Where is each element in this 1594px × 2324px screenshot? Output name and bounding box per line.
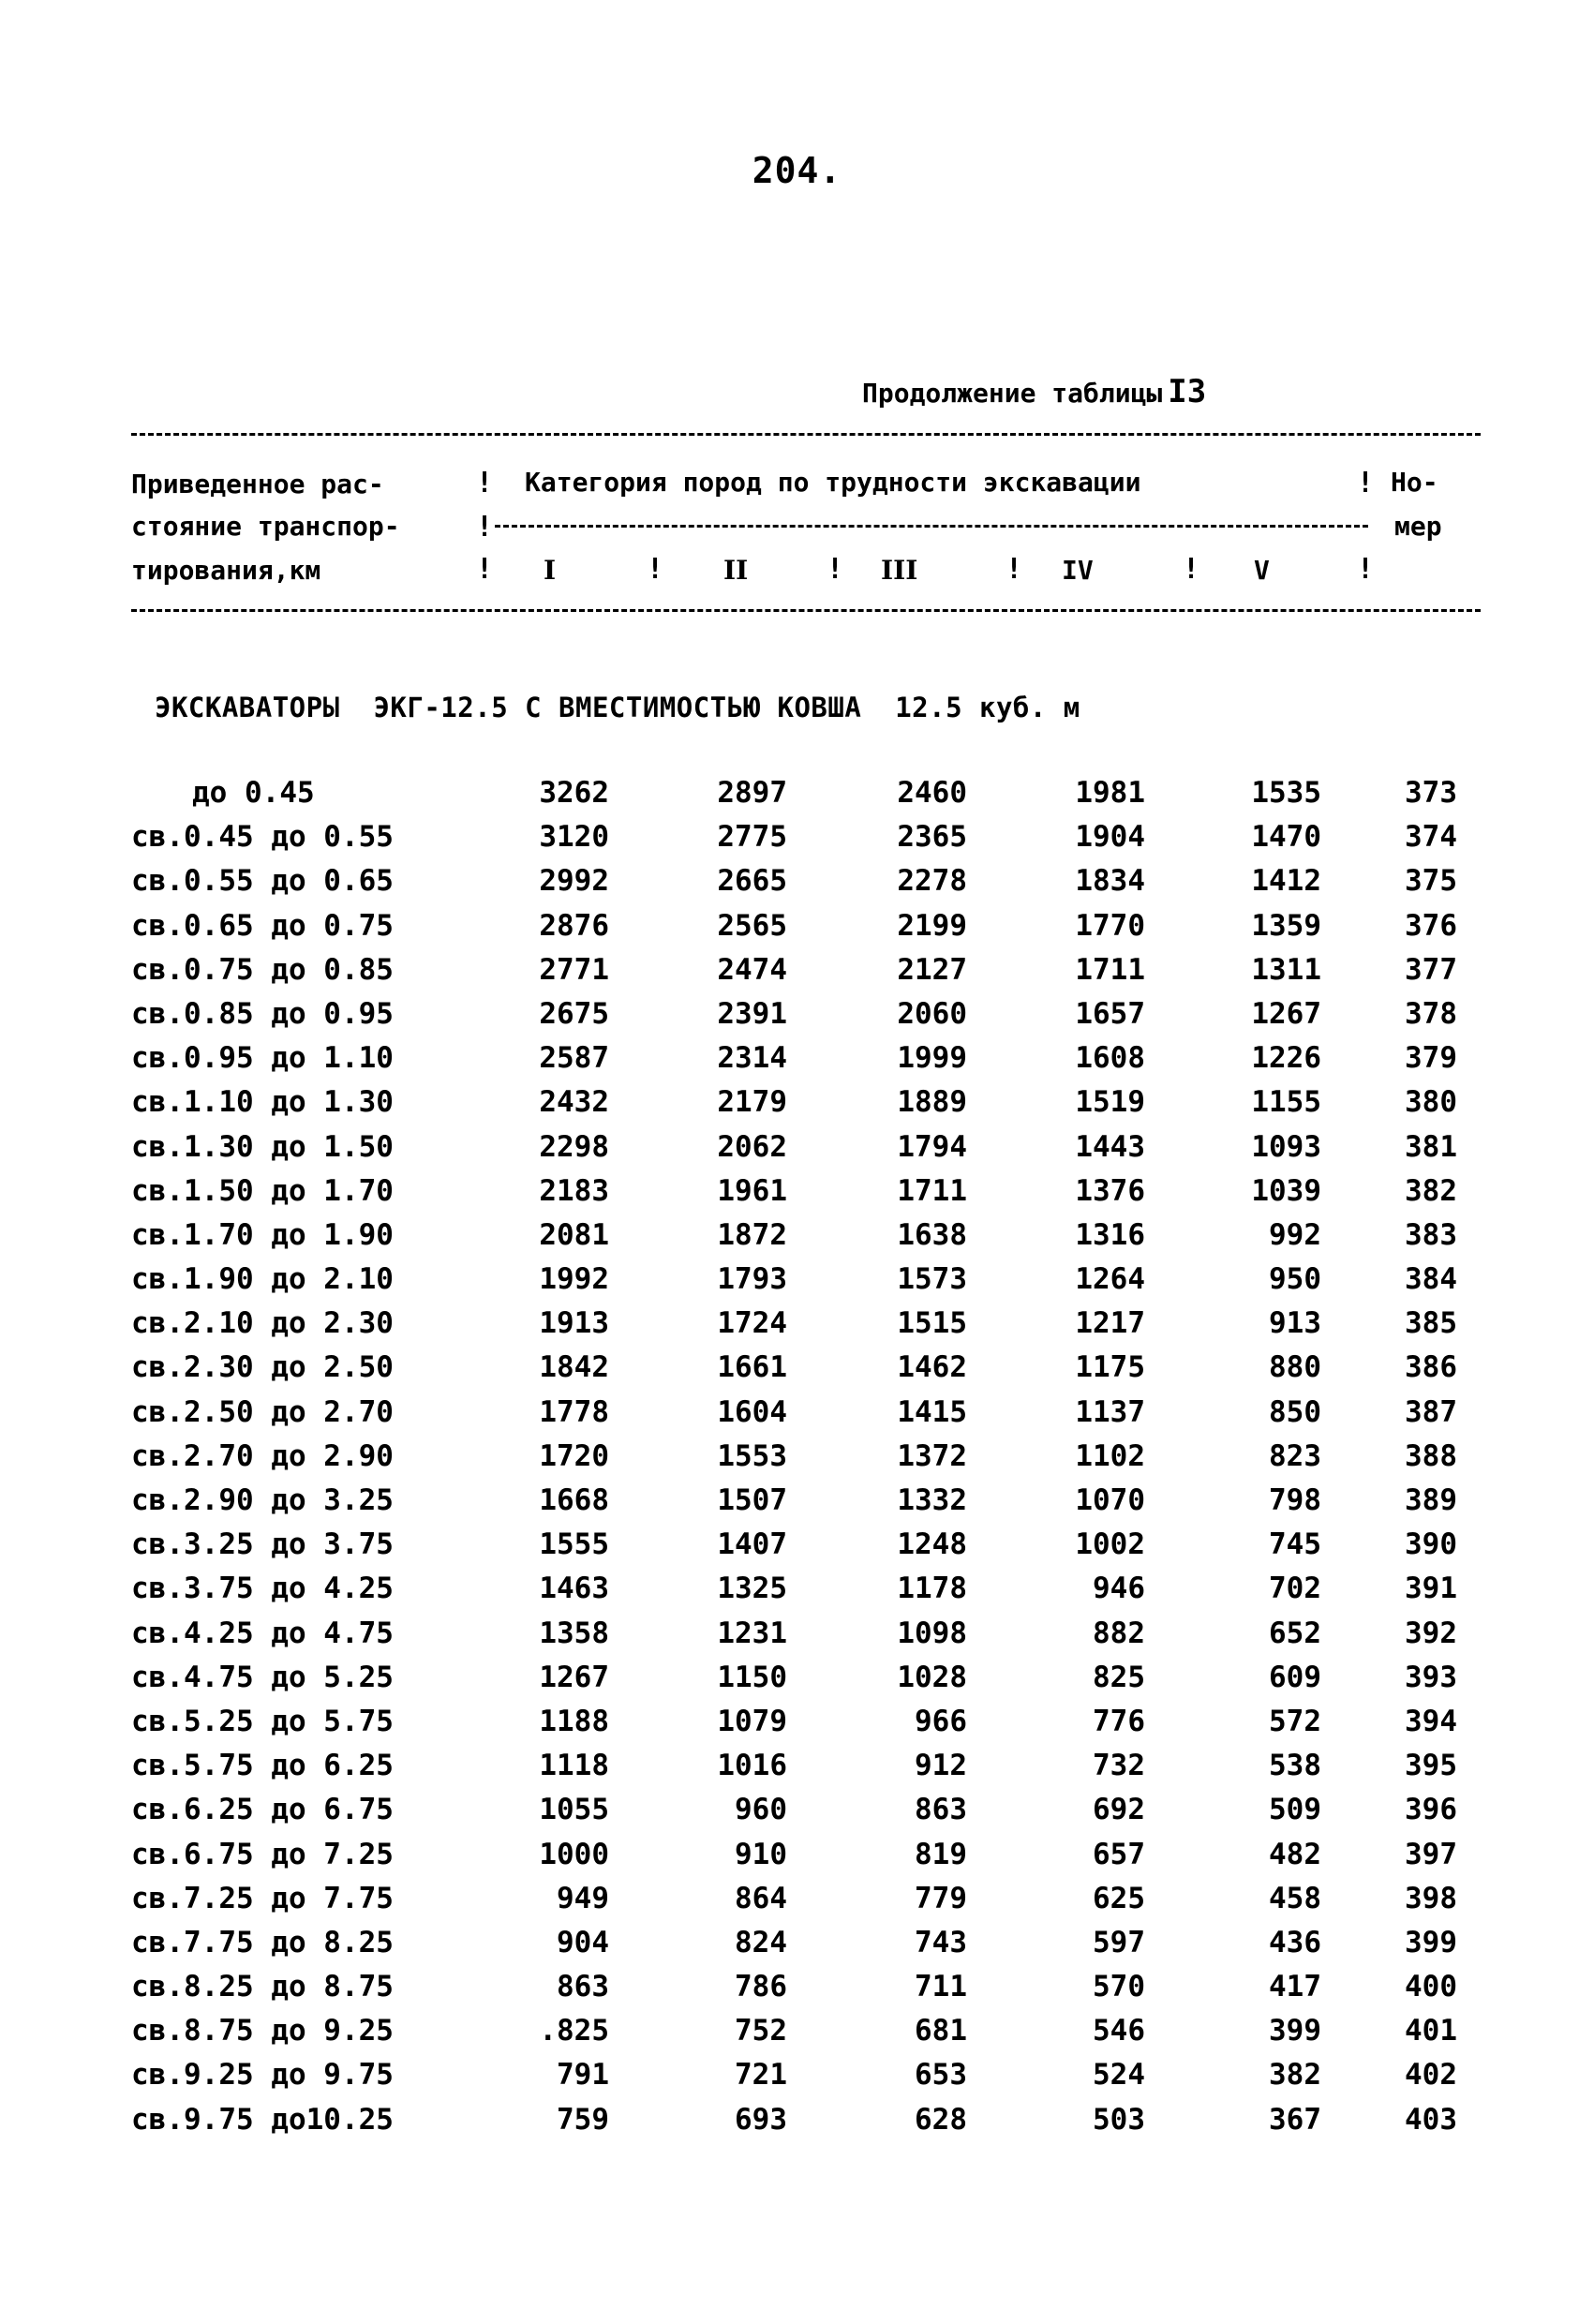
category-1-cell: 1055: [539, 1793, 609, 1827]
header-col1-line1: Приведенное рас-: [131, 469, 384, 499]
category-3-cell: 2460: [897, 776, 967, 810]
category-5-cell: 1311: [1251, 952, 1321, 987]
category-5-cell: 745: [1269, 1527, 1321, 1562]
category-2-cell: 1961: [717, 1173, 787, 1208]
category-2-cell: 1231: [717, 1616, 787, 1650]
category-1-cell: 1463: [539, 1572, 609, 1606]
table-row: [0, 1262, 1594, 1306]
category-5-cell: 1470: [1251, 820, 1321, 855]
category-4-cell: 1981: [1075, 776, 1145, 810]
table-row: [0, 1085, 1594, 1129]
category-2-cell: 2775: [717, 820, 787, 855]
row-number-cell: 389: [1405, 1483, 1457, 1517]
category-3-cell: 1028: [897, 1660, 967, 1694]
category-3-cell: 1573: [897, 1262, 967, 1297]
category-5-cell: 609: [1269, 1660, 1321, 1694]
category-5-cell: 823: [1269, 1438, 1321, 1473]
category-4-cell: 1217: [1075, 1306, 1145, 1341]
row-number-cell: 380: [1405, 1085, 1457, 1120]
table-row: [0, 1661, 1594, 1705]
category-2-cell: 1079: [717, 1704, 787, 1738]
category-4-cell: 546: [1093, 2014, 1145, 2048]
category-4-cell: 1657: [1075, 996, 1145, 1031]
category-4-cell: 1519: [1075, 1085, 1145, 1120]
distance-cell: св.4.75 до 5.25: [131, 1660, 394, 1694]
category-1-cell: 2675: [539, 996, 609, 1031]
distance-cell: св.5.25 до 5.75: [131, 1704, 394, 1738]
category-5-cell: 458: [1269, 1881, 1321, 1915]
category-4-cell: 524: [1093, 2058, 1145, 2093]
category-1-cell: 1668: [539, 1483, 609, 1517]
category-4-cell: 1443: [1075, 1129, 1145, 1164]
category-2-cell: 693: [735, 2102, 787, 2137]
category-2-cell: 721: [735, 2058, 787, 2093]
row-number-cell: 387: [1405, 1394, 1457, 1429]
category-4-cell: 1002: [1075, 1527, 1145, 1562]
category-5-cell: 652: [1269, 1616, 1321, 1650]
row-number-cell: 390: [1405, 1527, 1457, 1562]
row-number-cell: 373: [1405, 776, 1457, 810]
category-2-cell: 2391: [717, 996, 787, 1031]
category-3-cell: 1248: [897, 1527, 967, 1562]
category-5-cell: 1093: [1251, 1129, 1321, 1164]
table-row: [0, 1616, 1594, 1661]
category-1-cell: 1188: [539, 1704, 609, 1738]
distance-cell: до 0.45: [192, 776, 315, 810]
category-3-cell: 711: [915, 1970, 967, 2004]
distance-cell: св.2.90 до 3.25: [131, 1483, 394, 1517]
category-4-cell: 1137: [1075, 1394, 1145, 1429]
category-2-cell: 960: [735, 1793, 787, 1827]
category-2-cell: 2179: [717, 1085, 787, 1120]
category-1-cell: 2587: [539, 1041, 609, 1076]
category-5-cell: 1155: [1251, 1085, 1321, 1120]
table-row: [0, 1350, 1594, 1394]
category-1-cell: 759: [557, 2102, 609, 2137]
distance-cell: св.2.70 до 2.90: [131, 1438, 394, 1473]
header-separator: !: [1006, 553, 1023, 586]
category-1-cell: 2992: [539, 864, 609, 899]
category-1-cell: 2183: [539, 1173, 609, 1208]
distance-cell: св.9.75 до10.25: [131, 2102, 394, 2137]
distance-cell: св.0.75 до 0.85: [131, 952, 394, 987]
category-4-cell: 946: [1093, 1572, 1145, 1606]
category-4-cell: 1070: [1075, 1483, 1145, 1517]
category-5-cell: 702: [1269, 1572, 1321, 1606]
row-number-cell: 386: [1405, 1350, 1457, 1385]
category-3-cell: 1515: [897, 1306, 967, 1341]
category-2-cell: 2665: [717, 864, 787, 899]
distance-cell: св.0.55 до 0.65: [131, 864, 394, 899]
distance-cell: св.3.25 до 3.75: [131, 1527, 394, 1562]
category-2-cell: 786: [735, 1970, 787, 2004]
category-1-cell: 949: [557, 1881, 609, 1915]
category-4-cell: 732: [1093, 1749, 1145, 1783]
header-category-1: I: [544, 555, 557, 586]
category-2-cell: 1604: [717, 1394, 787, 1429]
category-4-cell: 1376: [1075, 1173, 1145, 1208]
table-row: [0, 776, 1594, 820]
distance-cell: св.6.75 до 7.25: [131, 1837, 394, 1871]
header-category-rule: [495, 525, 1368, 528]
table-row: [0, 2058, 1594, 2102]
header-col1-line3: тирования,км: [131, 555, 321, 586]
category-2-cell: 752: [735, 2014, 787, 2048]
category-1-cell: 2432: [539, 1085, 609, 1120]
table-row: [0, 864, 1594, 908]
table-row: [0, 2014, 1594, 2058]
page-number: 204.: [752, 150, 842, 191]
category-1-cell: 2876: [539, 908, 609, 943]
category-3-cell: 912: [915, 1749, 967, 1783]
category-3-cell: 1999: [897, 1041, 967, 1076]
table-row: [0, 1926, 1594, 1970]
table-row: [0, 1572, 1594, 1616]
category-2-cell: 1724: [717, 1306, 787, 1341]
category-4-cell: 1770: [1075, 908, 1145, 943]
row-number-cell: 378: [1405, 996, 1457, 1031]
category-3-cell: 628: [915, 2102, 967, 2137]
category-2-cell: 1872: [717, 1217, 787, 1252]
category-3-cell: 2278: [897, 864, 967, 899]
header-separator: !: [827, 553, 844, 586]
category-3-cell: 1794: [897, 1129, 967, 1164]
distance-cell: св.1.70 до 1.90: [131, 1217, 394, 1252]
distance-cell: св.1.10 до 1.30: [131, 1085, 394, 1120]
distance-cell: св.8.25 до 8.75: [131, 1970, 394, 2004]
row-number-cell: 384: [1405, 1262, 1457, 1297]
category-3-cell: 966: [915, 1704, 967, 1738]
category-4-cell: 1175: [1075, 1350, 1145, 1385]
category-5-cell: 798: [1269, 1483, 1321, 1517]
row-number-cell: 401: [1405, 2014, 1457, 2048]
category-5-cell: 880: [1269, 1350, 1321, 1385]
distance-cell: св.2.10 до 2.30: [131, 1306, 394, 1341]
category-3-cell: 2060: [897, 996, 967, 1031]
table-row: [0, 909, 1594, 953]
category-4-cell: 1608: [1075, 1041, 1145, 1076]
table-header-bottom-rule: [131, 609, 1481, 612]
header-category-3: III: [881, 555, 918, 586]
category-2-cell: 1507: [717, 1483, 787, 1517]
category-1-cell: 1913: [539, 1306, 609, 1341]
category-5-cell: 1267: [1251, 996, 1321, 1031]
category-5-cell: 1412: [1251, 864, 1321, 899]
category-5-cell: 399: [1269, 2014, 1321, 2048]
category-3-cell: 1711: [897, 1173, 967, 1208]
category-3-cell: 819: [915, 1837, 967, 1871]
distance-cell: св.8.75 до 9.25: [131, 2014, 394, 2048]
header-separator: !: [1183, 553, 1200, 586]
category-1-cell: 1555: [539, 1527, 609, 1562]
category-2-cell: 2474: [717, 952, 787, 987]
header-col1-line2: стояние транспор-: [131, 511, 400, 542]
row-number-cell: 383: [1405, 1217, 1457, 1252]
distance-cell: св.0.65 до 0.75: [131, 908, 394, 943]
category-2-cell: 1407: [717, 1527, 787, 1562]
row-number-cell: 381: [1405, 1129, 1457, 1164]
row-number-cell: 392: [1405, 1616, 1457, 1650]
category-4-cell: 692: [1093, 1793, 1145, 1827]
category-3-cell: 2365: [897, 820, 967, 855]
distance-cell: св.6.25 до 6.75: [131, 1793, 394, 1827]
category-3-cell: 1178: [897, 1572, 967, 1606]
section-title: ЭКСКАВАТОРЫ ЭКГ-12.5 С ВМЕСТИМОСТЬЮ КОВША 12.5 куб. м: [155, 692, 1080, 723]
category-5-cell: 913: [1269, 1306, 1321, 1341]
category-1-cell: 791: [557, 2058, 609, 2093]
row-number-cell: 388: [1405, 1438, 1457, 1473]
header-separator: !: [647, 553, 664, 586]
category-2-cell: 864: [735, 1881, 787, 1915]
row-number-cell: 402: [1405, 2058, 1457, 2093]
header-separator: !: [476, 553, 494, 586]
category-3-cell: 2127: [897, 952, 967, 987]
distance-cell: св.7.75 до 8.25: [131, 1925, 394, 1959]
category-4-cell: 503: [1093, 2102, 1145, 2137]
table-row: [0, 1838, 1594, 1882]
table-top-rule: [131, 433, 1481, 436]
category-3-cell: 743: [915, 1925, 967, 1959]
category-3-cell: 653: [915, 2058, 967, 2093]
row-number-cell: 382: [1405, 1173, 1457, 1208]
header-category-title: Категория пород по трудности экскавации: [525, 467, 1141, 498]
distance-cell: св.1.50 до 1.70: [131, 1173, 394, 1208]
category-5-cell: 482: [1269, 1837, 1321, 1871]
category-5-cell: 992: [1269, 1217, 1321, 1252]
category-5-cell: 509: [1269, 1793, 1321, 1827]
header-separator: !: [1357, 553, 1375, 586]
category-5-cell: 436: [1269, 1925, 1321, 1959]
table-row: [0, 1527, 1594, 1572]
category-4-cell: 597: [1093, 1925, 1145, 1959]
table-row: [0, 820, 1594, 864]
category-2-cell: 910: [735, 1837, 787, 1871]
distance-cell: св.2.50 до 2.70: [131, 1394, 394, 1429]
category-3-cell: 863: [915, 1793, 967, 1827]
distance-cell: св.0.45 до 0.55: [131, 820, 394, 855]
header-separator: !: [476, 467, 494, 499]
category-2-cell: 1325: [717, 1572, 787, 1606]
category-4-cell: 882: [1093, 1616, 1145, 1650]
category-2-cell: 1553: [717, 1438, 787, 1473]
table-row: [0, 1483, 1594, 1527]
row-number-cell: 391: [1405, 1572, 1457, 1606]
category-1-cell: 1842: [539, 1350, 609, 1385]
distance-cell: св.3.75 до 4.25: [131, 1572, 394, 1606]
distance-cell: св.9.25 до 9.75: [131, 2058, 394, 2093]
table-row: [0, 1882, 1594, 1926]
category-2-cell: 1016: [717, 1749, 787, 1783]
row-number-cell: 377: [1405, 952, 1457, 987]
header-category-4: IV: [1062, 555, 1094, 586]
category-4-cell: 1264: [1075, 1262, 1145, 1297]
row-number-cell: 374: [1405, 820, 1457, 855]
header-number-line2: мер: [1394, 511, 1442, 542]
distance-cell: св.2.30 до 2.50: [131, 1350, 394, 1385]
category-5-cell: 1359: [1251, 908, 1321, 943]
category-3-cell: 681: [915, 2014, 967, 2048]
table-row: [0, 1793, 1594, 1837]
category-3-cell: 1098: [897, 1616, 967, 1650]
row-number-cell: 385: [1405, 1306, 1457, 1341]
category-3-cell: 1889: [897, 1085, 967, 1120]
category-1-cell: 1267: [539, 1660, 609, 1694]
row-number-cell: 394: [1405, 1704, 1457, 1738]
category-1-cell: 1000: [539, 1837, 609, 1871]
table-row: [0, 953, 1594, 997]
category-5-cell: 950: [1269, 1262, 1321, 1297]
row-number-cell: 376: [1405, 908, 1457, 943]
category-3-cell: 1462: [897, 1350, 967, 1385]
table-row: [0, 1218, 1594, 1262]
distance-cell: св.4.25 до 4.75: [131, 1616, 394, 1650]
table-caption-number: I3: [1168, 373, 1207, 410]
category-3-cell: 779: [915, 1881, 967, 1915]
category-4-cell: 570: [1093, 1970, 1145, 2004]
header-category-5: V: [1254, 555, 1270, 586]
header-separator: !: [476, 511, 494, 544]
category-3-cell: 2199: [897, 908, 967, 943]
row-number-cell: 397: [1405, 1837, 1457, 1871]
category-2-cell: 824: [735, 1925, 787, 1959]
category-1-cell: 1720: [539, 1438, 609, 1473]
category-4-cell: 1316: [1075, 1217, 1145, 1252]
table-row: [0, 2103, 1594, 2147]
category-4-cell: 1904: [1075, 820, 1145, 855]
category-4-cell: 776: [1093, 1704, 1145, 1738]
category-1-cell: 1358: [539, 1616, 609, 1650]
table-row: [0, 1705, 1594, 1749]
table-body: [0, 776, 1594, 2147]
category-5-cell: 382: [1269, 2058, 1321, 2093]
header-category-2: II: [723, 555, 749, 586]
distance-cell: св.7.25 до 7.75: [131, 1881, 394, 1915]
row-number-cell: 379: [1405, 1041, 1457, 1076]
category-5-cell: 1226: [1251, 1041, 1321, 1076]
category-4-cell: 1834: [1075, 864, 1145, 899]
category-1-cell: 863: [557, 1970, 609, 2004]
table-row: [0, 1041, 1594, 1085]
category-2-cell: 2314: [717, 1041, 787, 1076]
category-1-cell: 3262: [539, 776, 609, 810]
header-number-line1: Но-: [1391, 467, 1438, 498]
row-number-cell: 396: [1405, 1793, 1457, 1827]
category-3-cell: 1332: [897, 1483, 967, 1517]
row-number-cell: 400: [1405, 1970, 1457, 2004]
category-1-cell: 904: [557, 1925, 609, 1959]
table-row: [0, 1749, 1594, 1793]
distance-cell: св.1.30 до 1.50: [131, 1129, 394, 1164]
category-4-cell: 625: [1093, 1881, 1145, 1915]
table-row: [0, 1174, 1594, 1218]
category-4-cell: 1711: [1075, 952, 1145, 987]
table-row: [0, 1439, 1594, 1483]
distance-cell: св.0.85 до 0.95: [131, 996, 394, 1031]
category-2-cell: 1793: [717, 1262, 787, 1297]
distance-cell: св.0.95 до 1.10: [131, 1041, 394, 1076]
table-caption-text: Продолжение таблицы: [862, 378, 1163, 409]
category-1-cell: 2081: [539, 1217, 609, 1252]
category-5-cell: 1535: [1251, 776, 1321, 810]
category-3-cell: 1415: [897, 1394, 967, 1429]
category-2-cell: 2062: [717, 1129, 787, 1164]
category-5-cell: 1039: [1251, 1173, 1321, 1208]
table-row: [0, 1306, 1594, 1350]
distance-cell: св.1.90 до 2.10: [131, 1262, 394, 1297]
category-1-cell: 2298: [539, 1129, 609, 1164]
distance-cell: св.5.75 до 6.25: [131, 1749, 394, 1783]
category-5-cell: 417: [1269, 1970, 1321, 2004]
table-row: [0, 997, 1594, 1041]
category-4-cell: 657: [1093, 1837, 1145, 1871]
category-4-cell: 825: [1093, 1660, 1145, 1694]
table-row: [0, 1970, 1594, 2014]
table-row: [0, 1395, 1594, 1439]
row-number-cell: 403: [1405, 2102, 1457, 2137]
category-2-cell: 1661: [717, 1350, 787, 1385]
category-5-cell: 850: [1269, 1394, 1321, 1429]
category-5-cell: 572: [1269, 1704, 1321, 1738]
category-3-cell: 1372: [897, 1438, 967, 1473]
header-separator: !: [1357, 467, 1375, 499]
row-number-cell: 375: [1405, 864, 1457, 899]
category-5-cell: 367: [1269, 2102, 1321, 2137]
category-1-cell: 1118: [539, 1749, 609, 1783]
row-number-cell: 399: [1405, 1925, 1457, 1959]
category-1-cell: 3120: [539, 820, 609, 855]
row-number-cell: 398: [1405, 1881, 1457, 1915]
category-2-cell: 1150: [717, 1660, 787, 1694]
category-1-cell: 2771: [539, 952, 609, 987]
category-4-cell: 1102: [1075, 1438, 1145, 1473]
category-1-cell: 1992: [539, 1262, 609, 1297]
category-1-cell: .825: [539, 2014, 609, 2048]
table-row: [0, 1130, 1594, 1174]
category-2-cell: 2565: [717, 908, 787, 943]
category-5-cell: 538: [1269, 1749, 1321, 1783]
table-caption: [862, 373, 1206, 410]
category-3-cell: 1638: [897, 1217, 967, 1252]
category-2-cell: 2897: [717, 776, 787, 810]
category-1-cell: 1778: [539, 1394, 609, 1429]
row-number-cell: 393: [1405, 1660, 1457, 1694]
row-number-cell: 395: [1405, 1749, 1457, 1783]
